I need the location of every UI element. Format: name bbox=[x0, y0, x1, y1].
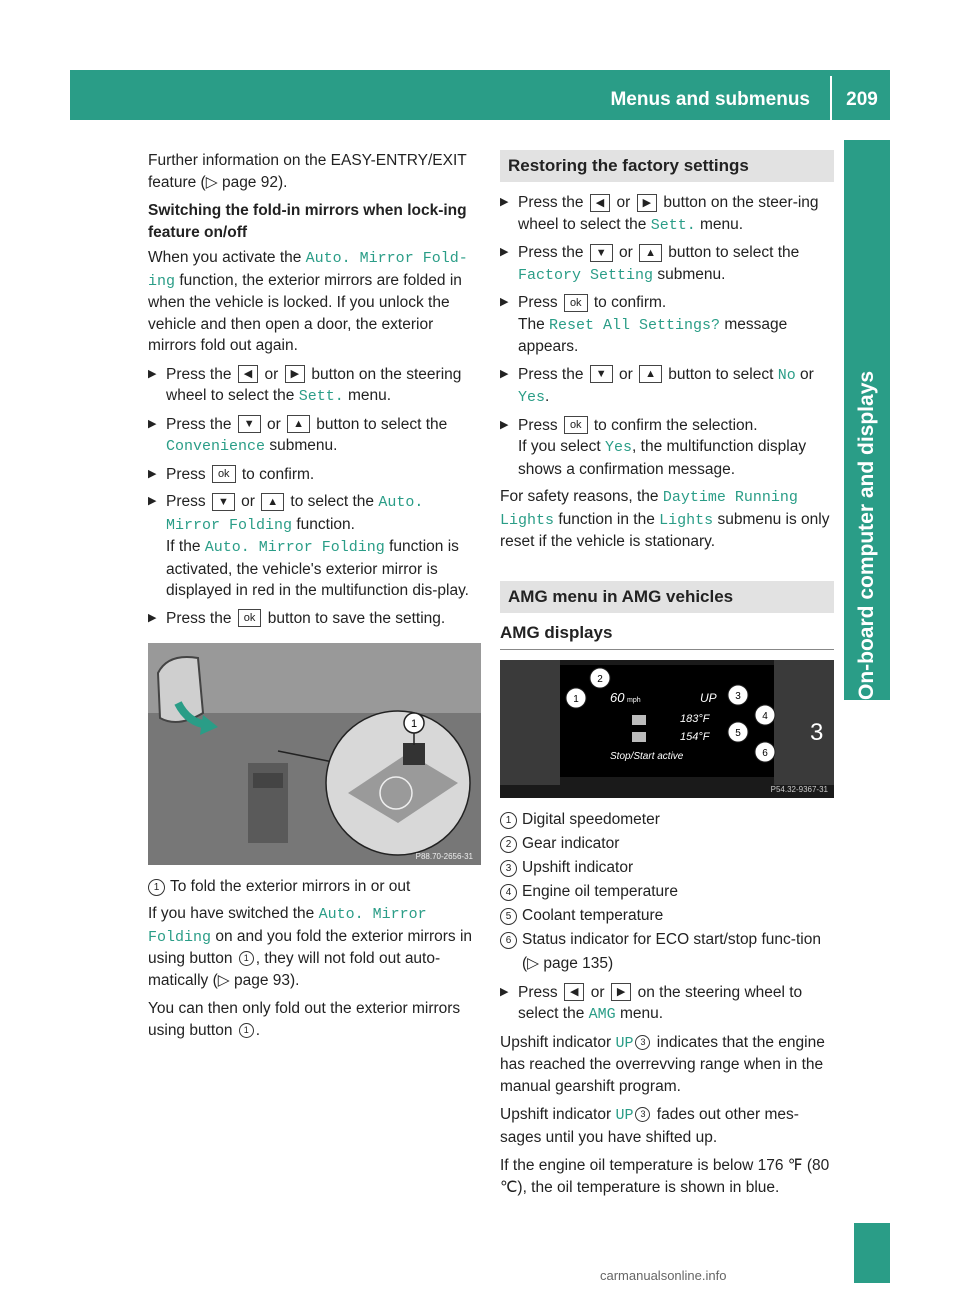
display-menu: Convenience bbox=[166, 438, 266, 455]
legend-list bbox=[500, 808, 834, 976]
text: Press bbox=[518, 416, 562, 434]
paragraph bbox=[148, 903, 481, 991]
text: or bbox=[614, 244, 638, 261]
step-item bbox=[500, 415, 834, 481]
text: Upshift indicator bbox=[500, 1106, 616, 1123]
step-item bbox=[148, 464, 481, 486]
header-divider bbox=[830, 76, 832, 120]
amg-display-figure bbox=[500, 660, 834, 798]
coolant-temp: 154°F bbox=[680, 730, 710, 743]
legend-item bbox=[500, 808, 834, 832]
text: submenu is only reset if the vehicle is stationary. bbox=[500, 510, 830, 550]
text: Press the bbox=[518, 244, 588, 261]
text: fades out other mes-sages until you have shifted up. bbox=[500, 1106, 799, 1146]
display-menu: Lights bbox=[659, 511, 714, 529]
intro-paragraph: Further information on the EASY-ENTRY/EXIT feature (▷ page 92). bbox=[148, 152, 467, 191]
step-item bbox=[500, 364, 834, 409]
text: button to save the setting. bbox=[263, 609, 446, 627]
mirror-fold-figure bbox=[148, 643, 481, 865]
text: function, the exterior mirrors are folded in when the vehicle is locked. If you unlock the vehicle and then open a door, the exterior mirrors fold out again. bbox=[148, 271, 462, 354]
text: or bbox=[586, 983, 609, 1001]
text: to confirm. bbox=[589, 294, 667, 311]
text: to confirm. bbox=[237, 465, 315, 483]
text: button to select the bbox=[663, 244, 800, 261]
text: You can then only fold out the exterior mirrors using button bbox=[148, 1000, 461, 1039]
left-key-icon: ◀ bbox=[564, 983, 584, 1001]
side-marker bbox=[854, 1223, 890, 1283]
section-title: AMG displays bbox=[500, 623, 834, 650]
text: button on the steer-ing wheel to select the bbox=[518, 194, 819, 233]
text: function in the bbox=[554, 510, 660, 528]
text: If the bbox=[166, 538, 205, 555]
text: , the multifunction display shows a confirmation message. bbox=[518, 438, 807, 478]
text: submenu. bbox=[653, 265, 726, 283]
text: button on the steering wheel to select the bbox=[166, 365, 462, 404]
down-key-icon: ▼ bbox=[590, 365, 613, 383]
text: or bbox=[795, 365, 814, 383]
legend-item bbox=[500, 928, 834, 976]
legend-text: Gear indicator bbox=[522, 834, 620, 852]
callout-number: 4 bbox=[500, 884, 517, 901]
callout-1: 1 bbox=[410, 718, 418, 730]
up-key-icon: ▲ bbox=[639, 365, 662, 383]
right-key-icon: ▶ bbox=[611, 983, 631, 1001]
text: If you have switched the bbox=[148, 905, 319, 922]
text: message appears. bbox=[518, 315, 788, 355]
text: , they will not fold out auto-matically (▷ page 93). bbox=[148, 950, 441, 989]
legend-text: Coolant temperature bbox=[522, 906, 664, 924]
paragraph bbox=[148, 247, 481, 357]
display-function: Daytime Running Lights bbox=[500, 489, 798, 529]
callout-number: 5 bbox=[500, 908, 517, 925]
legend-item bbox=[500, 832, 834, 856]
text: on and you fold the exterior mirrors in using button bbox=[148, 927, 473, 967]
upshift-label: UP bbox=[700, 690, 717, 705]
text: on the steering wheel to select the bbox=[518, 983, 803, 1022]
callout-number: 1 bbox=[239, 1023, 254, 1038]
text: menu. bbox=[343, 387, 392, 404]
text: or bbox=[260, 365, 283, 383]
display-menu: AMG bbox=[588, 1006, 616, 1023]
status-text: Stop/Start active bbox=[610, 750, 684, 762]
callout-number: 1 bbox=[239, 951, 254, 966]
legend-text: Engine oil temperature bbox=[522, 882, 678, 900]
display-option: Yes bbox=[518, 389, 546, 406]
text: Press bbox=[518, 983, 562, 1001]
text: Press the bbox=[166, 609, 236, 627]
callout-number: 2 bbox=[500, 836, 517, 853]
text: Press bbox=[166, 465, 210, 483]
legend-item bbox=[500, 880, 834, 904]
callout-number: 6 bbox=[500, 932, 517, 949]
callout-number: 3 bbox=[635, 1107, 650, 1122]
text: button to select the bbox=[311, 415, 448, 433]
text: . bbox=[255, 1021, 261, 1039]
page-title: Menus and submenus bbox=[610, 89, 810, 110]
display-function: Auto. Mirror Folding bbox=[204, 539, 385, 556]
legend-item bbox=[500, 904, 834, 928]
legend-text: Digital speedometer bbox=[522, 810, 660, 828]
callout-number: 1 bbox=[500, 812, 517, 829]
text: to confirm the selection. bbox=[589, 416, 758, 434]
legend-text: Upshift indicator bbox=[522, 858, 634, 876]
text: menu. bbox=[695, 215, 744, 233]
speed-unit: mph bbox=[627, 696, 641, 704]
display-function: Auto. Mirror Folding bbox=[148, 906, 427, 946]
down-key-icon: ▼ bbox=[212, 493, 235, 511]
side-tab-label: On-board computer and displays bbox=[855, 370, 878, 700]
mirror-illustration bbox=[148, 643, 481, 865]
text: submenu. bbox=[265, 437, 338, 454]
callout-3: 3 bbox=[735, 690, 741, 702]
display-menu: Factory Setting bbox=[518, 266, 654, 284]
text: When you activate the bbox=[148, 249, 306, 266]
right-column bbox=[500, 150, 834, 1205]
paragraph bbox=[500, 1032, 834, 1098]
section-bar: AMG menu in AMG vehicles bbox=[500, 581, 834, 613]
display-option: Yes bbox=[605, 439, 633, 456]
callout-number: 3 bbox=[635, 1035, 650, 1050]
display-function: Auto. Mirror Fold-ing bbox=[148, 250, 468, 290]
text: For safety reasons, the bbox=[500, 488, 663, 505]
legend-item bbox=[500, 856, 834, 880]
caption-text: To fold the exterior mirrors in or out bbox=[170, 878, 411, 895]
ok-key-icon: ok bbox=[238, 609, 262, 627]
text: or bbox=[236, 493, 260, 510]
up-key-icon: ▲ bbox=[261, 493, 284, 511]
section-heading: Switching the fold-in mirrors when lock-ing feature on/off bbox=[148, 202, 467, 241]
callout-number: 1 bbox=[148, 879, 165, 896]
up-key-icon: ▲ bbox=[639, 244, 662, 262]
step-item bbox=[148, 414, 481, 458]
figure-code: P88.70-2656-31 bbox=[415, 852, 473, 861]
display-function: Auto. Mirror Folding bbox=[166, 494, 424, 534]
figure-code: P54.32-9367-31 bbox=[770, 784, 828, 794]
down-key-icon: ▼ bbox=[238, 415, 261, 433]
text: Press the bbox=[166, 415, 236, 433]
gear-value: 3 bbox=[810, 718, 824, 746]
step-item bbox=[500, 192, 834, 236]
display-menu: Sett. bbox=[298, 388, 344, 405]
step-item bbox=[500, 242, 834, 286]
text: menu. bbox=[615, 1005, 664, 1022]
paragraph bbox=[500, 1104, 834, 1148]
speed-value: 60 bbox=[610, 689, 625, 705]
text: . bbox=[545, 388, 550, 405]
text: button to select bbox=[663, 365, 778, 383]
display-menu: Sett. bbox=[650, 216, 696, 234]
watermark: carmanualsonline.info bbox=[600, 1268, 727, 1283]
figure-caption bbox=[148, 875, 481, 899]
text: or bbox=[614, 365, 638, 383]
step-item bbox=[148, 364, 481, 408]
paragraph bbox=[148, 998, 481, 1041]
callout-4: 4 bbox=[762, 710, 768, 722]
text: function. bbox=[292, 515, 355, 533]
right-key-icon: ▶ bbox=[285, 365, 305, 383]
section-bar: Restoring the factory settings bbox=[500, 150, 834, 182]
text: The bbox=[518, 315, 550, 333]
callout-1: 1 bbox=[573, 693, 579, 705]
down-key-icon: ▼ bbox=[590, 244, 613, 262]
legend-text: Status indicator for ECO start/stop func-tion (▷ page 135) bbox=[522, 930, 821, 972]
ok-key-icon: ok bbox=[212, 465, 236, 483]
left-column bbox=[148, 150, 481, 1048]
step-item bbox=[500, 292, 834, 358]
text: Press the bbox=[518, 365, 588, 383]
ok-key-icon: ok bbox=[564, 294, 588, 312]
page-number: 209 bbox=[846, 89, 878, 110]
step-item bbox=[148, 608, 481, 630]
callout-6: 6 bbox=[762, 747, 768, 759]
left-key-icon: ◀ bbox=[590, 194, 610, 212]
callout-5: 5 bbox=[735, 727, 741, 739]
paragraph: If the engine oil temperature is below 176 ℉ (80 ℃), the oil temperature is shown in blue. bbox=[500, 1157, 830, 1196]
text: Upshift indicator bbox=[500, 1033, 616, 1051]
oil-temp: 183°F bbox=[680, 712, 710, 725]
callout-number: 3 bbox=[500, 860, 517, 877]
step-item bbox=[148, 491, 481, 602]
display-option: No bbox=[777, 366, 796, 384]
text: or bbox=[262, 415, 286, 433]
text: function is activated, the vehicle's exterior mirror is displayed in red in the multifunction dis-play. bbox=[166, 538, 469, 599]
right-key-icon: ▶ bbox=[637, 194, 657, 212]
display-message: Reset All Settings? bbox=[549, 316, 721, 334]
text: indicates that the engine has reached the overrevving range when in the manual gearshift program. bbox=[500, 1033, 825, 1095]
up-key-icon: ▲ bbox=[287, 415, 310, 433]
step-item bbox=[500, 982, 834, 1026]
amg-display-illustration bbox=[500, 660, 834, 798]
left-key-icon: ◀ bbox=[238, 365, 258, 383]
text: Press bbox=[518, 294, 562, 311]
paragraph bbox=[500, 486, 834, 553]
callout-2: 2 bbox=[597, 673, 603, 685]
ok-key-icon: ok bbox=[564, 416, 588, 434]
text: or bbox=[612, 194, 635, 211]
display-indicator: UP bbox=[615, 1107, 634, 1124]
display-indicator: UP bbox=[615, 1034, 634, 1052]
text: Press the bbox=[166, 365, 236, 383]
text: Press the bbox=[518, 194, 588, 211]
text: Press bbox=[166, 493, 210, 510]
text: If you select bbox=[518, 438, 606, 455]
text: to select the bbox=[286, 493, 379, 510]
